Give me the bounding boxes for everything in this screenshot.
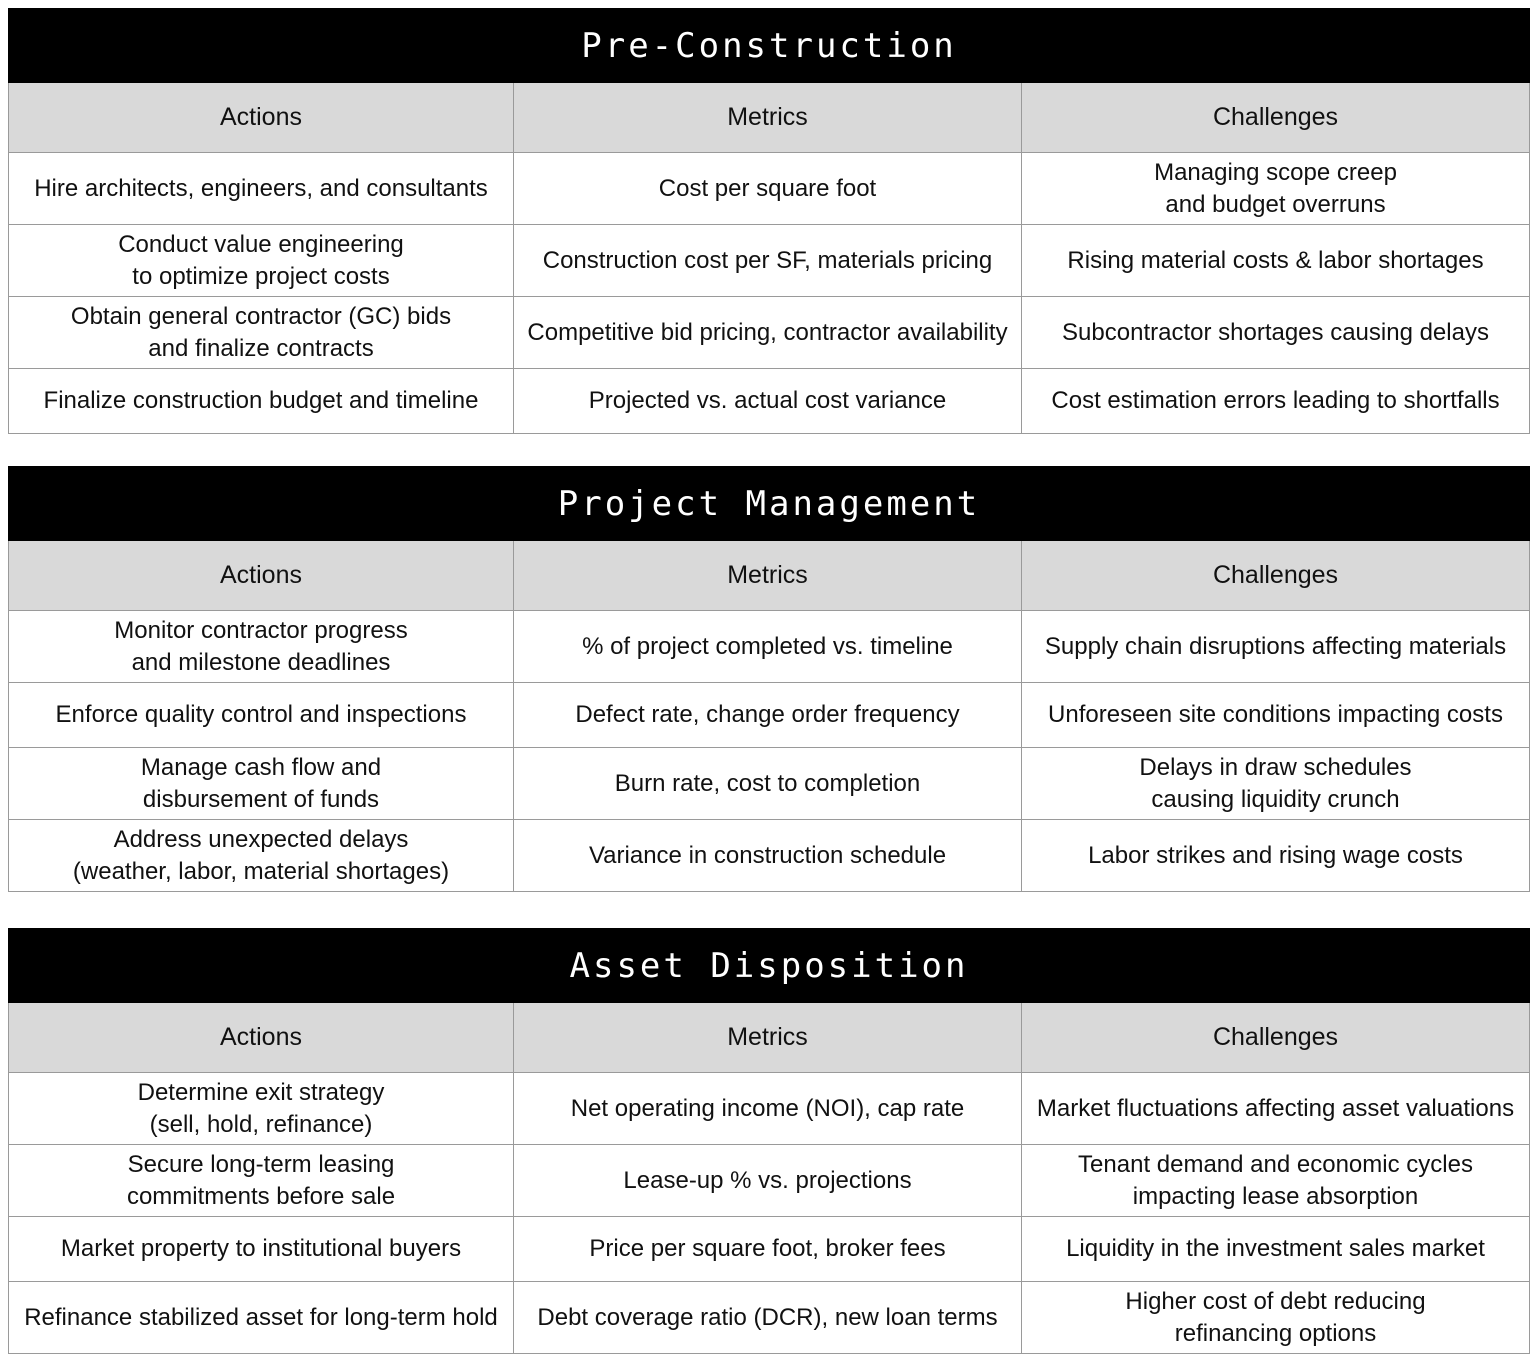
- action-cell: Hire architects, engineers, and consultants: [9, 153, 514, 225]
- challenge-cell: Supply chain disruptions affecting materials: [1022, 611, 1530, 683]
- challenge-cell: Managing scope creep and budget overruns: [1022, 153, 1530, 225]
- table-row: [9, 369, 1530, 434]
- column-header-metrics: Metrics: [514, 1003, 1022, 1073]
- column-header-challenges: Challenges: [1022, 541, 1530, 611]
- column-header-challenges: Challenges: [1022, 1003, 1530, 1073]
- challenge-cell: Unforeseen site conditions impacting costs: [1022, 683, 1530, 748]
- table-row: [9, 1282, 1530, 1354]
- column-header-metrics: Metrics: [514, 541, 1022, 611]
- table-row: [9, 1073, 1530, 1145]
- metric-cell: Variance in construction schedule: [514, 820, 1022, 892]
- section-title: Project Management: [9, 467, 1530, 541]
- project-management-table: [8, 466, 1530, 892]
- metric-cell: Burn rate, cost to completion: [514, 748, 1022, 820]
- action-cell: Manage cash flow and disbursement of funds: [9, 748, 514, 820]
- metric-cell: Lease-up % vs. projections: [514, 1145, 1022, 1217]
- challenge-cell: Tenant demand and economic cycles impacting lease absorption: [1022, 1145, 1530, 1217]
- metric-cell: Construction cost per SF, materials pricing: [514, 225, 1022, 297]
- table-row: [9, 748, 1530, 820]
- table-row: [9, 153, 1530, 225]
- action-cell: Secure long-term leasing commitments before sale: [9, 1145, 514, 1217]
- challenge-cell: Subcontractor shortages causing delays: [1022, 297, 1530, 369]
- column-header-row: [9, 1003, 1530, 1073]
- column-header-actions: Actions: [9, 83, 514, 153]
- challenge-cell: Delays in draw schedules causing liquidity crunch: [1022, 748, 1530, 820]
- section-title: Asset Disposition: [9, 929, 1530, 1003]
- action-cell: Monitor contractor progress and milestone deadlines: [9, 611, 514, 683]
- action-cell: Address unexpected delays (weather, labor, material shortages): [9, 820, 514, 892]
- challenge-cell: Cost estimation errors leading to shortfalls: [1022, 369, 1530, 434]
- table-row: [9, 297, 1530, 369]
- action-cell: Market property to institutional buyers: [9, 1217, 514, 1282]
- action-cell: Determine exit strategy (sell, hold, refinance): [9, 1073, 514, 1145]
- table-row: [9, 820, 1530, 892]
- action-cell: Enforce quality control and inspections: [9, 683, 514, 748]
- column-header-actions: Actions: [9, 541, 514, 611]
- action-cell: Conduct value engineering to optimize project costs: [9, 225, 514, 297]
- action-cell: Obtain general contractor (GC) bids and finalize contracts: [9, 297, 514, 369]
- column-header-actions: Actions: [9, 1003, 514, 1073]
- challenge-cell: Liquidity in the investment sales market: [1022, 1217, 1530, 1282]
- column-header-row: [9, 83, 1530, 153]
- metric-cell: Debt coverage ratio (DCR), new loan terms: [514, 1282, 1022, 1354]
- challenge-cell: Rising material costs & labor shortages: [1022, 225, 1530, 297]
- asset-disposition-table: [8, 928, 1530, 1354]
- table-row: [9, 611, 1530, 683]
- metric-cell: Price per square foot, broker fees: [514, 1217, 1022, 1282]
- section-pre-construction: [8, 8, 1529, 434]
- table-row: [9, 683, 1530, 748]
- metric-cell: % of project completed vs. timeline: [514, 611, 1022, 683]
- challenge-cell: Labor strikes and rising wage costs: [1022, 820, 1530, 892]
- table-row: [9, 1217, 1530, 1282]
- pre-construction-table: [8, 8, 1530, 434]
- challenge-cell: Market fluctuations affecting asset valuations: [1022, 1073, 1530, 1145]
- column-header-row: [9, 541, 1530, 611]
- action-cell: Refinance stabilized asset for long-term hold: [9, 1282, 514, 1354]
- section-title: Pre-Construction: [9, 9, 1530, 83]
- metric-cell: Defect rate, change order frequency: [514, 683, 1022, 748]
- table-row: [9, 225, 1530, 297]
- metric-cell: Cost per square foot: [514, 153, 1022, 225]
- metric-cell: Projected vs. actual cost variance: [514, 369, 1022, 434]
- column-header-challenges: Challenges: [1022, 83, 1530, 153]
- challenge-cell: Higher cost of debt reducing refinancing options: [1022, 1282, 1530, 1354]
- section-project-management: [8, 466, 1529, 892]
- section-asset-disposition: [8, 928, 1529, 1354]
- metric-cell: Net operating income (NOI), cap rate: [514, 1073, 1022, 1145]
- action-cell: Finalize construction budget and timeline: [9, 369, 514, 434]
- metric-cell: Competitive bid pricing, contractor availability: [514, 297, 1022, 369]
- column-header-metrics: Metrics: [514, 83, 1022, 153]
- table-row: [9, 1145, 1530, 1217]
